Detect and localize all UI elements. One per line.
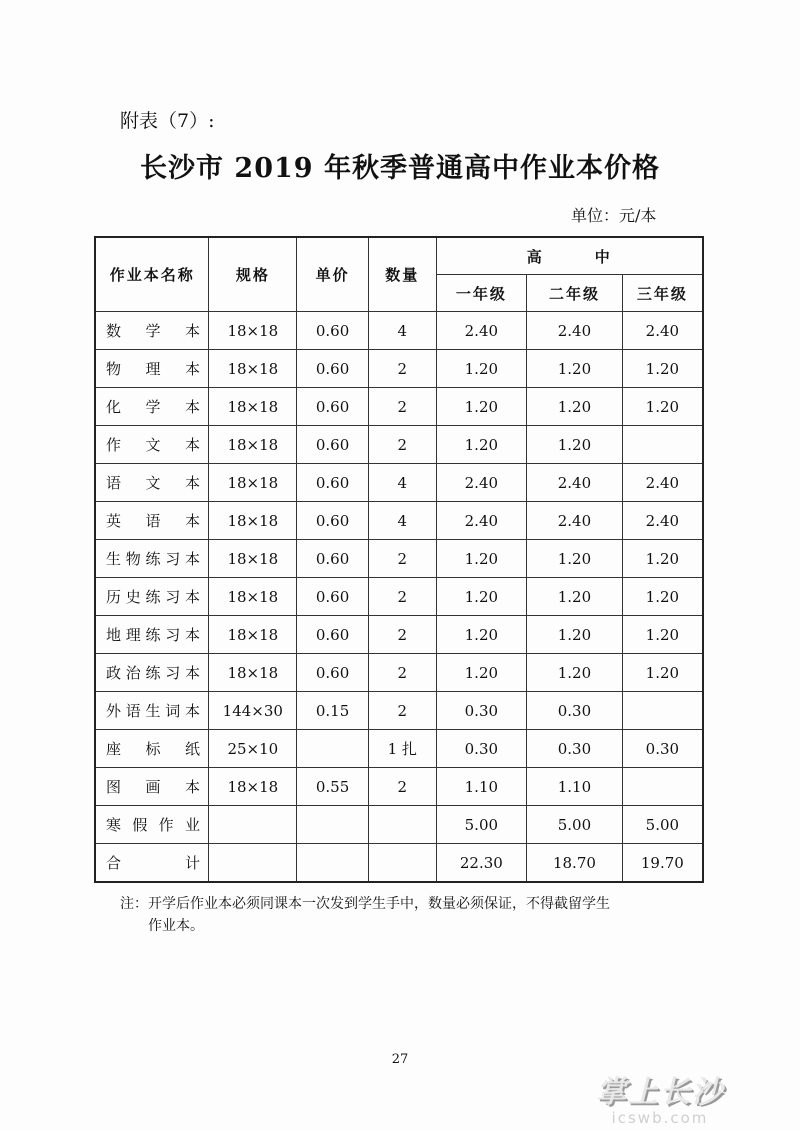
cell-g3: 2.40 — [622, 464, 703, 502]
cell-g1: 1.20 — [436, 616, 527, 654]
price-table — [94, 236, 704, 883]
cell-spec: 18×18 — [209, 768, 297, 806]
item-name: 语 文 本 — [106, 474, 201, 492]
table-body — [95, 312, 703, 883]
cell-price: 0.60 — [297, 654, 369, 692]
cell-g3: 1.20 — [622, 616, 703, 654]
cell-g1: 1.20 — [436, 540, 527, 578]
cell-g1: 1.20 — [436, 388, 527, 426]
cell-price — [297, 730, 369, 768]
cell-qty: 2 — [368, 692, 436, 730]
item-name: 作 文 本 — [106, 436, 201, 454]
cell-g2: 1.20 — [527, 426, 623, 464]
item-name: 图 画 本 — [106, 778, 201, 796]
cell-spec — [209, 844, 297, 883]
cell-qty: 2 — [368, 578, 436, 616]
note-line1: 注：开学后作业本必须同课本一次发到学生手中，数量必须保证，不得截留学生 — [120, 896, 610, 912]
cell-name — [95, 502, 209, 540]
cell-g2: 2.40 — [527, 464, 623, 502]
cell-name — [95, 768, 209, 806]
cell-price: 0.60 — [297, 464, 369, 502]
cell-qty: 4 — [368, 464, 436, 502]
cell-g2: 1.20 — [527, 654, 623, 692]
cell-g3: 5.00 — [622, 806, 703, 844]
item-name: 物 理 本 — [106, 360, 201, 378]
cell-g3: 2.40 — [622, 502, 703, 540]
cell-spec: 144×30 — [209, 692, 297, 730]
cell-spec: 18×18 — [209, 464, 297, 502]
cell-name — [95, 312, 209, 350]
cell-price: 0.15 — [297, 692, 369, 730]
item-name: 合 计 — [106, 854, 201, 872]
cell-name — [95, 692, 209, 730]
cell-g1: 1.20 — [436, 654, 527, 692]
cell-name — [95, 350, 209, 388]
table-row — [95, 312, 703, 350]
cell-qty: 1 扎 — [368, 730, 436, 768]
cell-g1: 0.30 — [436, 730, 527, 768]
cell-name — [95, 388, 209, 426]
cell-price: 0.60 — [297, 350, 369, 388]
cell-spec: 25×10 — [209, 730, 297, 768]
cell-qty: 2 — [368, 540, 436, 578]
table-row — [95, 806, 703, 844]
cell-price: 0.60 — [297, 312, 369, 350]
table-row — [95, 388, 703, 426]
watermark-url: icswb.com — [611, 1109, 709, 1127]
cell-name — [95, 730, 209, 768]
cell-g1: 1.20 — [436, 578, 527, 616]
unit-label: 单位：元/本 — [571, 206, 657, 225]
cell-name — [95, 616, 209, 654]
cell-g3: 1.20 — [622, 350, 703, 388]
table-row — [95, 350, 703, 388]
appendix-label: 附表（7）: — [120, 110, 215, 132]
header-quantity: 数量 — [368, 237, 436, 312]
cell-g2: 1.20 — [527, 350, 623, 388]
cell-price: 0.60 — [297, 388, 369, 426]
item-name: 英 语 本 — [106, 512, 201, 530]
cell-qty: 2 — [368, 350, 436, 388]
cell-g1: 2.40 — [436, 312, 527, 350]
item-name: 外 语 生 词 本 — [106, 702, 201, 720]
cell-g1: 2.40 — [436, 464, 527, 502]
cell-g3: 19.70 — [622, 844, 703, 883]
cell-qty: 2 — [368, 616, 436, 654]
cell-qty — [368, 844, 436, 883]
header-grade3: 三年级 — [622, 275, 703, 312]
table-row — [95, 464, 703, 502]
cell-g2: 1.10 — [527, 768, 623, 806]
cell-name — [95, 578, 209, 616]
table-row — [95, 844, 703, 883]
cell-name — [95, 844, 209, 883]
watermark — [596, 1067, 724, 1127]
table-row — [95, 502, 703, 540]
cell-spec: 18×18 — [209, 388, 297, 426]
cell-g2: 0.30 — [527, 692, 623, 730]
cell-g1: 1.10 — [436, 768, 527, 806]
header-group: 高 中 — [436, 237, 703, 275]
cell-g2: 1.20 — [527, 540, 623, 578]
cell-spec: 18×18 — [209, 350, 297, 388]
cell-spec: 18×18 — [209, 540, 297, 578]
cell-g1: 1.20 — [436, 350, 527, 388]
cell-g2: 5.00 — [527, 806, 623, 844]
header-unit-price: 单价 — [297, 237, 369, 312]
item-name: 化 学 本 — [106, 398, 201, 416]
cell-price: 0.60 — [297, 426, 369, 464]
cell-price: 0.60 — [297, 540, 369, 578]
item-name: 历 史 练 习 本 — [106, 588, 201, 606]
cell-g3 — [622, 768, 703, 806]
header-grade2: 二年级 — [527, 275, 623, 312]
cell-price — [297, 806, 369, 844]
table-row — [95, 730, 703, 768]
cell-name — [95, 464, 209, 502]
cell-g1: 1.20 — [436, 426, 527, 464]
table-row — [95, 654, 703, 692]
cell-g2: 2.40 — [527, 312, 623, 350]
item-name: 寒 假 作 业 — [106, 816, 201, 834]
cell-qty: 2 — [368, 768, 436, 806]
item-name: 政 治 练 习 本 — [106, 664, 201, 682]
cell-g3: 1.20 — [622, 654, 703, 692]
cell-name — [95, 654, 209, 692]
cell-g3: 1.20 — [622, 388, 703, 426]
header-name: 作业本名称 — [95, 237, 209, 312]
cell-g2: 1.20 — [527, 388, 623, 426]
cell-g2: 1.20 — [527, 578, 623, 616]
cell-spec: 18×18 — [209, 312, 297, 350]
header-grade1: 一年级 — [436, 275, 527, 312]
cell-spec — [209, 806, 297, 844]
cell-spec: 18×18 — [209, 426, 297, 464]
cell-g3: 0.30 — [622, 730, 703, 768]
cell-name — [95, 426, 209, 464]
item-name: 生 物 练 习 本 — [106, 550, 201, 568]
note — [120, 893, 700, 937]
cell-g2: 2.40 — [527, 502, 623, 540]
table-row — [95, 578, 703, 616]
cell-g1: 22.30 — [436, 844, 527, 883]
item-name: 地 理 练 习 本 — [106, 626, 201, 644]
cell-g1: 5.00 — [436, 806, 527, 844]
table-row — [95, 692, 703, 730]
cell-g1: 0.30 — [436, 692, 527, 730]
cell-name — [95, 806, 209, 844]
table-row — [95, 768, 703, 806]
note-line2: 作业本。 — [148, 918, 204, 934]
cell-price: 0.60 — [297, 616, 369, 654]
cell-g2: 0.30 — [527, 730, 623, 768]
document-title: 长沙市 2019 年秋季普通高中作业本价格 — [140, 153, 660, 184]
cell-price: 0.60 — [297, 502, 369, 540]
cell-g3: 1.20 — [622, 540, 703, 578]
cell-g3: 2.40 — [622, 312, 703, 350]
cell-g2: 18.70 — [527, 844, 623, 883]
watermark-title: 掌上长沙 — [596, 1075, 724, 1110]
cell-g1: 2.40 — [436, 502, 527, 540]
cell-spec: 18×18 — [209, 502, 297, 540]
table-row — [95, 540, 703, 578]
cell-qty: 4 — [368, 312, 436, 350]
cell-spec: 18×18 — [209, 654, 297, 692]
table-row — [95, 616, 703, 654]
cell-price — [297, 844, 369, 883]
header-spec: 规格 — [209, 237, 297, 312]
cell-g2: 1.20 — [527, 616, 623, 654]
cell-price: 0.60 — [297, 578, 369, 616]
item-name: 数 学 本 — [106, 322, 201, 340]
cell-qty — [368, 806, 436, 844]
cell-price: 0.55 — [297, 768, 369, 806]
cell-spec: 18×18 — [209, 616, 297, 654]
cell-qty: 2 — [368, 654, 436, 692]
cell-qty: 2 — [368, 426, 436, 464]
cell-g3: 1.20 — [622, 578, 703, 616]
page-number: 27 — [391, 1052, 409, 1067]
table-row — [95, 426, 703, 464]
cell-g3 — [622, 692, 703, 730]
cell-qty: 4 — [368, 502, 436, 540]
cell-g3 — [622, 426, 703, 464]
cell-qty: 2 — [368, 388, 436, 426]
item-name: 座 标 纸 — [106, 740, 201, 758]
cell-name — [95, 540, 209, 578]
cell-spec: 18×18 — [209, 578, 297, 616]
